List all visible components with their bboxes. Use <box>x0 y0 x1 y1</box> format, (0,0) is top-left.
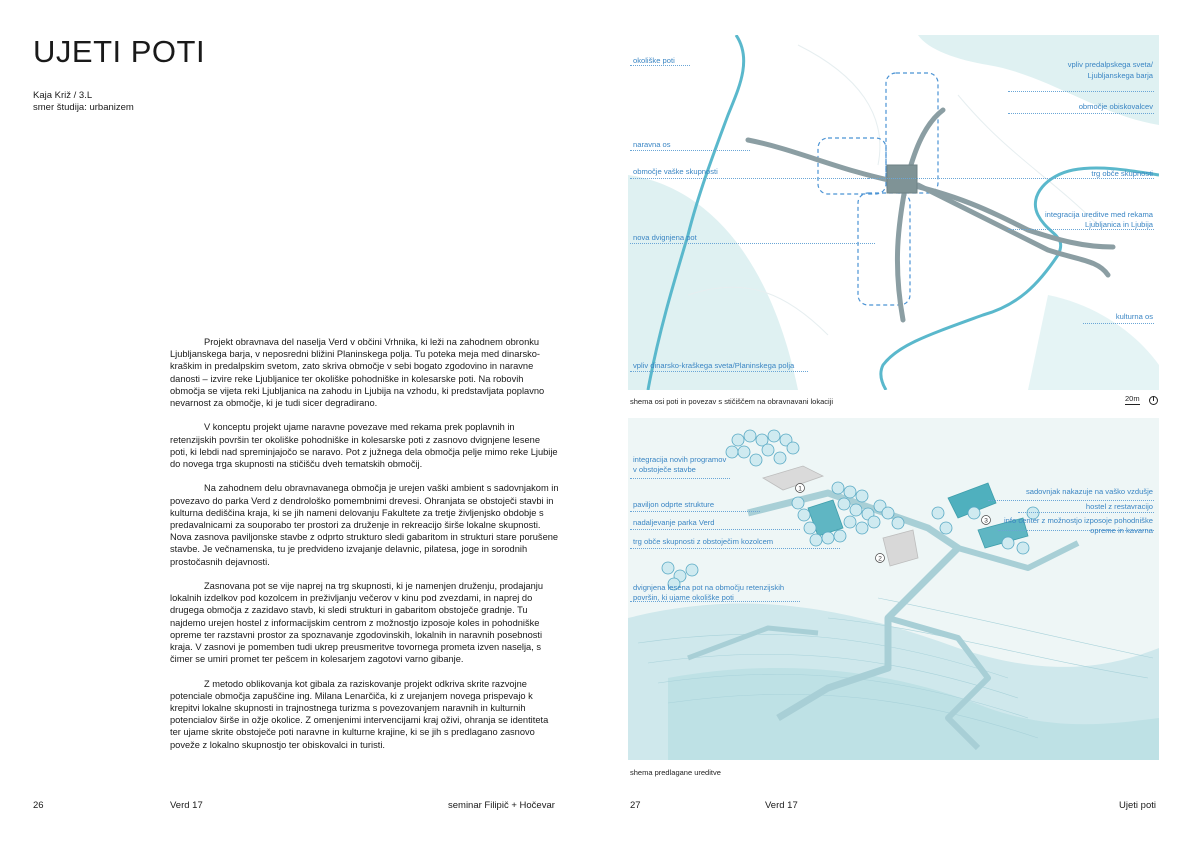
leader-line <box>1008 229 1154 230</box>
label-vpliv-dinarsko-kraskega: vpliv dinarsko-kraškega sveta/Planinskega polja <box>633 361 795 370</box>
label-kulturna-os: kulturna os <box>1115 312 1153 321</box>
label-dvignjena-pot-2: površin, ki ujame okoliške poti <box>633 593 734 602</box>
caption-diagram2: shema predlagane ureditve <box>630 768 721 777</box>
marker-3: 3 <box>984 517 988 525</box>
leader-line <box>630 371 808 372</box>
leader-line <box>630 529 800 530</box>
leader-line <box>630 178 870 179</box>
label-naravna-os: naravna os <box>633 140 671 149</box>
seminar-name: seminar Filipič + Hočevar <box>448 800 555 811</box>
leader-line <box>630 478 730 479</box>
paragraph: Na zahodnem delu obravnavanega območja je urejen vaški ambient s sadovnjakom in povezavo do parka Verd z dendrološko pomembnimi drevesi. Ohranjata se obstoječi stavbi in kulturna dediščina kraja, ki se jih nameni delovanju Fakultete za tretje življenjsko obdobje s predavalnicami za souporabo ter prostori za druženje in rekreacijo širše lokalne skupnosti. Nova zasnova paviljonske stavbe z odprto strukturo sledi gabaritom in strukturi stare porušene stavbe. Je večnamenska, tu je predvideno izvajanje delavnic, pilatesa, joge in sorodnih prostočasnih dejavnosti. <box>170 483 559 567</box>
leader-line <box>630 511 760 512</box>
paragraph: Zasnovana pot se vije naprej na trg skupnosti, ki je namenjen druženju, prodajanju lokalnih izdelkov pod kozolcem in preživljanju večerov v kinu pod zvezdami, in naprej do drugega območja z zazidavo stavb, ki sledi strukturi in gabaritom obstoječe gradnje. Tu najdemo urejen hostel z informacijskim centrom z možnostjo izposoje koles in pohodniške opreme ter razstavni prostor za spoznavanje zgodovinskih, lokalnih in naravnih posebnosti kraja. V zasnovi je pomemben tudi ukrep preusmeritve tovornega prometa izven naselja, s čimer se umiri promet ter pešcem in kolesarjem zagotovi varno gibanje. <box>170 581 544 665</box>
label-info-center-2: opreme in kavarna <box>1090 526 1153 535</box>
leader-line <box>868 178 1154 179</box>
label-park-verd: nadaljevanje parka Verd <box>633 518 715 527</box>
label-integracija-programov-2: v obstoječe stavbe <box>633 465 696 474</box>
label-obmocje-obiskovalcev: območje obiskovalcev <box>1078 102 1153 111</box>
label-okoliske-poti: okoliške poti <box>633 56 675 65</box>
label-paviljon: paviljon odprte strukture <box>633 500 715 509</box>
page-number-right: 27 <box>630 800 641 811</box>
leader-line <box>1018 512 1154 513</box>
study-direction: smer študija: urbanizem <box>33 102 134 113</box>
leader-line <box>988 500 1154 501</box>
page-number-left: 26 <box>33 800 44 811</box>
article-title-footer: Ujeti poti <box>1119 800 1156 811</box>
author: Kaja Križ / 3.L <box>33 90 93 101</box>
issue-left: Verd 17 <box>170 800 203 811</box>
article-body <box>170 336 560 763</box>
label-trg-obce-skupnosti: trg obče skupnosti <box>1091 169 1153 178</box>
paragraph: Projekt obravnava del naselja Verd v občini Vrhnika, ki leži na zahodnem obronku Ljubljanskega barja, v neposredni bližini Planinskega polja. Tu poteka meja med dinarsko-kraškim in predalpskim svetom, zato skriva območje v sebi bogato zgodovino in naravne danosti – izvire reke Ljubljanice ter okoliške pohodniške in kolesarske poti. Na robovih območja se vijeta reki Ljubljanica na zahodu in Ljubija na vzhodu, ki predstavljata poplavno nevarnost za območje, ki je tudi sicer degradirano. <box>170 337 545 409</box>
label-obmocje-vaske-skupnosti: območje vaške skupnosti <box>633 167 718 176</box>
scale-bar: 20m <box>1125 394 1140 403</box>
label-info-center-1: info center z možnostjo izposoje pohodniške <box>1003 516 1153 525</box>
label-sadovnjak: sadovnjak nakazuje na vaško vzdušje <box>1025 487 1153 496</box>
issue-right: Verd 17 <box>765 800 798 811</box>
label-hostel: hostel z restavracijo <box>1085 502 1153 511</box>
leader-line <box>630 65 690 66</box>
north-arrow-icon <box>1149 396 1158 405</box>
paragraph: Z metodo oblikovanja kot gibala za raziskovanje projekt odkriva skrite razvojne potenciale območja zapuščine ing. Milana Lenarčiča, ki z urejanjem novega prispevajo k krepitvi lokalne skupnosti in trajnostnega turizma s povezovanjem naravnih in kulturnih potencialov širše in ožje okolice. Z omenjenimi intervencijami kraj oživi, ohranja se identiteta ter ujame skrite obstoječe poti naravne in kulturne krajine, ki se jih s predlagano zasnovo poveže z lokalno skupnostjo ter obiskovalci in turisti. <box>170 678 549 750</box>
label-integracija-1: integracija ureditve med rekama <box>1044 210 1153 219</box>
label-dvignjena-pot-1: dvignjena lesena pot na območju retenzijskih <box>633 583 785 592</box>
marker-1: 1 <box>798 485 802 493</box>
label-trg-kozolec: trg obče skupnosti z obstoječim kozolcem <box>633 537 774 546</box>
leader-line <box>630 150 750 151</box>
label-integracija-2: Ljubljanica in Ljubija <box>1085 220 1153 229</box>
leader-line <box>630 548 840 549</box>
label-vpliv-predalpskega-2: Ljubljanskega barja <box>1087 71 1153 80</box>
page-title: UJETI POTI <box>33 34 206 69</box>
paragraph: V konceptu projekt ujame naravne povezave med rekama prek poplavnih in retenzijskih površin ter okoliške pohodniške in kolesarske poti z zasnovo dvignjene lesene poti, ki lebdi nad spreminjajočo se naravo. Pot z južnega dela območja pelje mimo reke Ljubije do novega trga skupnosti na stičišču dveh tematskih območij. <box>170 422 558 470</box>
leader-line <box>630 243 875 244</box>
leader-line <box>1083 323 1154 324</box>
label-integracija-programov-1: integracija novih programov <box>633 455 727 464</box>
label-vpliv-predalpskega-1: vpliv predalpskega sveta/ <box>1067 60 1153 69</box>
leader-line <box>1008 91 1154 92</box>
leader-line <box>1008 113 1154 114</box>
label-nova-dvignjena-pot: nova dvignjena pot <box>633 233 697 242</box>
caption-diagram1: shema osi poti in povezav s stičiščem na obravnavani lokaciji <box>630 397 834 406</box>
marker-2: 2 <box>878 555 882 563</box>
